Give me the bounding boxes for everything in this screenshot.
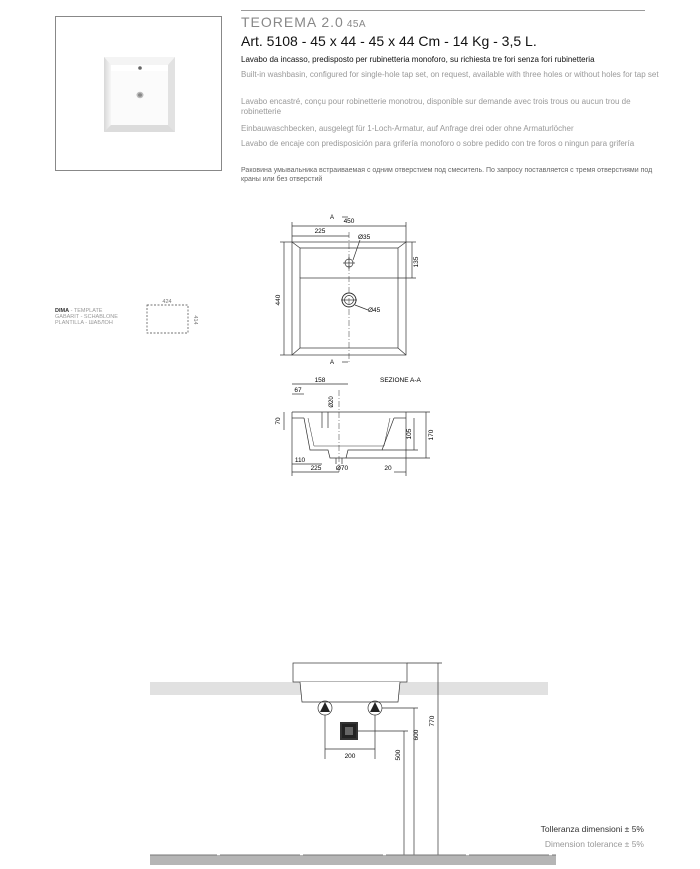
section-170-label: 170 <box>428 429 435 441</box>
section-110-label: 110 <box>294 457 306 464</box>
article-line: Art. 5108 - 45 x 44 - 45 x 44 Cm - 14 Kg - 3,5 L. <box>241 33 537 49</box>
template-label-de: GABARIT - SCHABLONE <box>55 314 118 320</box>
plan-section-marker-top: A <box>330 215 335 221</box>
section-158-label: 158 <box>314 377 326 384</box>
install-770-label: 770 <box>429 715 436 727</box>
description-fr: Lavabo encastré, conçu pour robinetterie monotrou, disponible sur demande avec trois trous ou aucun trou de robinetterie <box>241 97 631 116</box>
plan-depth-label: 440 <box>275 294 282 306</box>
plan-view-drawing <box>270 212 430 370</box>
section-67-label: 67 <box>294 387 302 394</box>
product-name <box>241 14 366 30</box>
installation-drawing <box>150 655 560 869</box>
section-drain-dia-label: Ø70 <box>335 465 349 472</box>
header-rule <box>241 10 645 11</box>
template-label-es: PLANTILLA - ШАБЛОН <box>55 320 113 326</box>
description-it: Lavabo da incasso, predisposto per rubinetteria monoforo, su richiesta tre fori senza fori rubinetteria <box>241 55 595 64</box>
product-name-text: TEOREMA 2.0 <box>241 14 344 30</box>
plan-section-marker-bottom: A <box>330 360 335 366</box>
section-20-label: 20 <box>384 465 392 472</box>
plan-drain-label: Ø45 <box>368 307 381 314</box>
inlet-left-icon <box>320 702 330 712</box>
product-photo <box>55 16 222 171</box>
install-600-label: 600 <box>413 729 420 741</box>
section-105-label: 105 <box>406 428 413 440</box>
template-outline <box>147 305 188 333</box>
template-label-it: - TEMPLATE <box>69 308 103 314</box>
description-de: Einbauwaschbecken, ausgelegt für 1-Loch-Armatur, auf Anfrage drei oder ohne Armaturlöcher <box>241 124 574 133</box>
description-ru: Раковина умывальника встраиваемая с одним отверстием под смеситель. По запросу поставляется с тремя отверстиями под краны или без отверстий <box>241 167 653 183</box>
inlet-right-icon <box>370 702 380 712</box>
plan-tap-offset-label: 135 <box>413 256 420 268</box>
plan-width-label: 450 <box>343 218 355 225</box>
description-en: Built-in washbasin, configured for single-hole tap set, on request, available with three holes or without holes for tap set <box>241 70 659 79</box>
plan-half-width-label: 225 <box>314 228 326 235</box>
washbasin-illustration <box>56 17 221 170</box>
section-70-label: 70 <box>275 417 282 425</box>
template-height-label: 414 <box>192 315 198 325</box>
section-title: SEZIONE A-A <box>380 377 421 384</box>
template-label-bold: DIMA <box>55 308 70 314</box>
section-225-label: 225 <box>310 465 322 472</box>
description-es: Lavabo de encaje con predisposición para grifería monoforo o sobre pedido con tre foros o ningun para grifería <box>241 139 635 148</box>
product-model: 45A <box>346 19 367 30</box>
install-500-label: 500 <box>395 749 402 761</box>
template-width-label: 424 <box>162 299 172 305</box>
template-label <box>55 308 145 326</box>
section-tap-dia-label: Ø20 <box>329 396 335 408</box>
section-view-drawing <box>270 372 450 480</box>
install-200-label: 200 <box>344 753 356 760</box>
tolerance-it: Tolleranza dimensioni ± 5% <box>540 824 644 834</box>
tolerance-en: Dimension tolerance ± 5% <box>544 839 644 849</box>
floor-band <box>150 855 556 865</box>
template-drawing <box>140 295 210 340</box>
plan-tap-hole-label: Ø35 <box>358 234 371 241</box>
